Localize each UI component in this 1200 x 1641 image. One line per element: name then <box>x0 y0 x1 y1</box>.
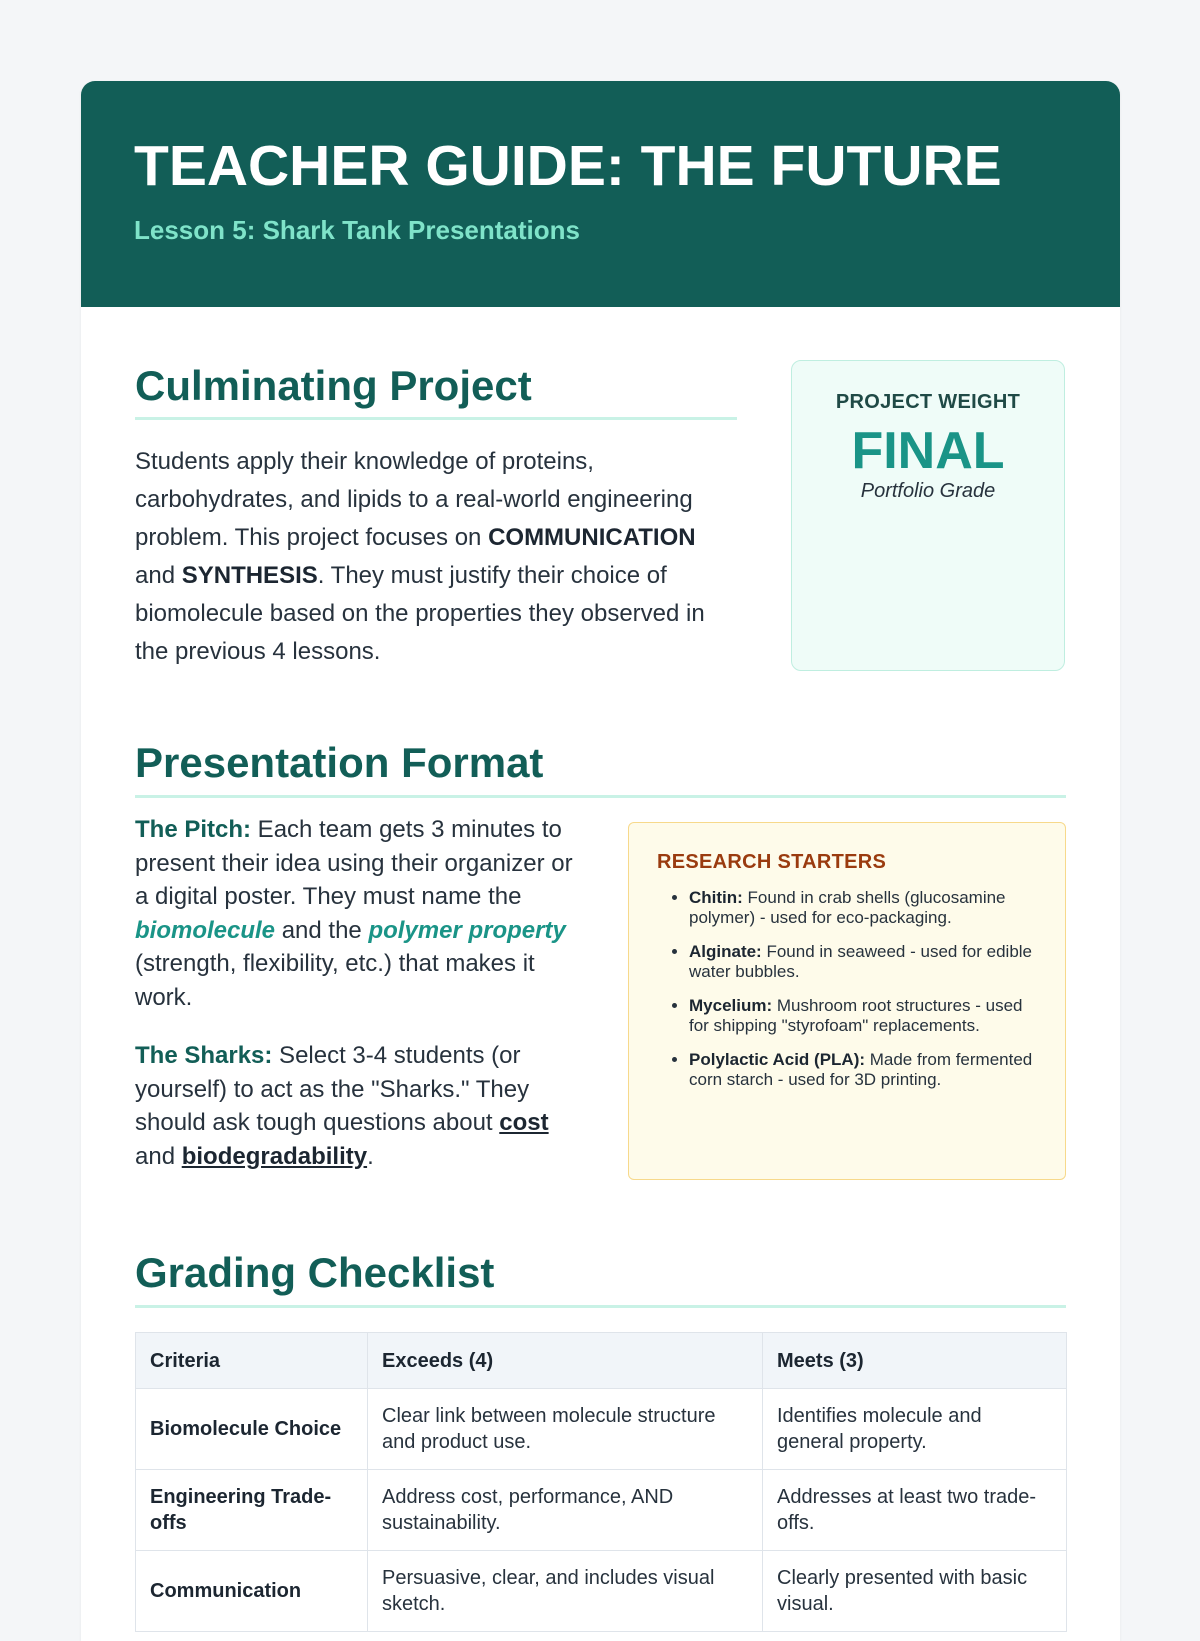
table-cell: Identifies molecule and general property. <box>763 1389 1067 1470</box>
sharks-ul-cost: cost <box>499 1109 549 1136</box>
column-header: Criteria <box>136 1333 368 1389</box>
research-starters-box <box>628 822 1066 1180</box>
project-weight-card <box>791 360 1065 671</box>
culminating-divider <box>135 417 737 420</box>
research-item-name: Chitin: <box>689 888 743 907</box>
table-cell: Clear link between molecule structure and product use. <box>368 1389 763 1470</box>
culminating-bold-communication: COMMUNICATION <box>488 524 696 551</box>
lesson-subtitle: Lesson 5: Shark Tank Presentations <box>134 215 580 245</box>
table-cell: Address cost, performance, AND sustainability. <box>368 1470 763 1551</box>
culminating-description <box>135 443 735 671</box>
sharks-paragraph <box>135 1039 575 1173</box>
culminating-text-1: Students apply their knowledge of proteins, carbohydrates, and lipids to a real-world engineering problem. This project focuses on <box>135 448 693 551</box>
table-cell-criteria: Biomolecule Choice <box>136 1389 368 1470</box>
table-cell: Persuasive, clear, and includes visual sketch. <box>368 1551 763 1632</box>
pitch-text-2: and the <box>275 916 369 944</box>
table-cell-criteria: Engineering Trade-offs <box>136 1470 368 1551</box>
pitch-em-biomolecule: biomolecule <box>135 916 276 944</box>
table-row <box>136 1551 1067 1632</box>
research-starters-title: RESEARCH STARTERS <box>657 851 887 873</box>
research-item-desc: Made from fermented corn starch - used for 3D printing. <box>689 1050 1033 1089</box>
sharks-ul-biodegradability: biodegradability <box>181 1142 368 1170</box>
research-item <box>689 1050 1039 1090</box>
table-cell-criteria: Communication <box>136 1551 368 1632</box>
page-header <box>81 81 1120 307</box>
table-cell: Clearly presented with basic visual. <box>763 1551 1067 1632</box>
pitch-text-1: Each team gets 3 minutes to present their idea using their organizer or a digital poster. They must name the <box>135 816 573 910</box>
column-header: Meets (3) <box>763 1333 1067 1389</box>
sharks-text-3: . <box>367 1142 374 1170</box>
project-weight-label: PROJECT WEIGHT <box>835 391 1021 413</box>
project-weight-value: FINAL <box>851 422 1005 480</box>
guide-page <box>81 81 1120 1641</box>
pitch-paragraph <box>135 813 575 1014</box>
pitch-em-polymer-property: polymer property <box>368 916 566 944</box>
grading-title: Grading Checklist <box>135 1249 495 1296</box>
culminating-text-3: . They must justify their choice of biomolecule based on the properties they observed in the previous 4 lessons. <box>135 562 705 665</box>
pitch-text-3: (strength, flexibility, etc.) that makes it work. <box>135 950 535 1011</box>
column-header: Exceeds (4) <box>368 1333 763 1389</box>
grading-table <box>135 1332 1067 1632</box>
sharks-text-1: Select 3-4 students (or yourself) to act as the "Sharks." They should ask tough questions about <box>135 1042 530 1136</box>
research-item-name: Alginate: <box>689 942 762 961</box>
research-item-desc: Found in crab shells (glucosamine polymer) - used for eco-packaging. <box>689 888 1006 927</box>
table-cell: Addresses at least two trade-offs. <box>763 1470 1067 1551</box>
research-item <box>689 888 1039 928</box>
table-header-row <box>136 1333 1067 1389</box>
project-weight-note: Portfolio Grade <box>860 480 996 502</box>
culminating-text-2: and <box>135 562 182 589</box>
research-item-desc: Mushroom root structures - used for shipping "styrofoam" replacements. <box>689 996 1023 1035</box>
research-item-name: Polylactic Acid (PLA): <box>689 1050 866 1069</box>
research-item <box>689 942 1039 982</box>
table-row <box>136 1470 1067 1551</box>
research-item-name: Mycelium: <box>689 996 773 1015</box>
page-title: TEACHER GUIDE: THE FUTURE <box>134 134 1002 198</box>
grading-divider <box>135 1305 1066 1308</box>
culminating-bold-synthesis: SYNTHESIS <box>181 562 318 589</box>
pitch-label: The Pitch: <box>135 816 252 843</box>
research-list <box>657 888 1039 1090</box>
research-item <box>689 996 1039 1036</box>
culminating-title: Culminating Project <box>135 362 532 409</box>
format-divider <box>135 795 1066 798</box>
sharks-text-2: and <box>135 1142 182 1170</box>
sharks-label: The Sharks: <box>135 1042 273 1069</box>
table-row <box>136 1389 1067 1470</box>
format-title: Presentation Format <box>135 739 544 786</box>
research-item-desc: Found in seaweed - used for edible water bubbles. <box>689 942 1033 981</box>
